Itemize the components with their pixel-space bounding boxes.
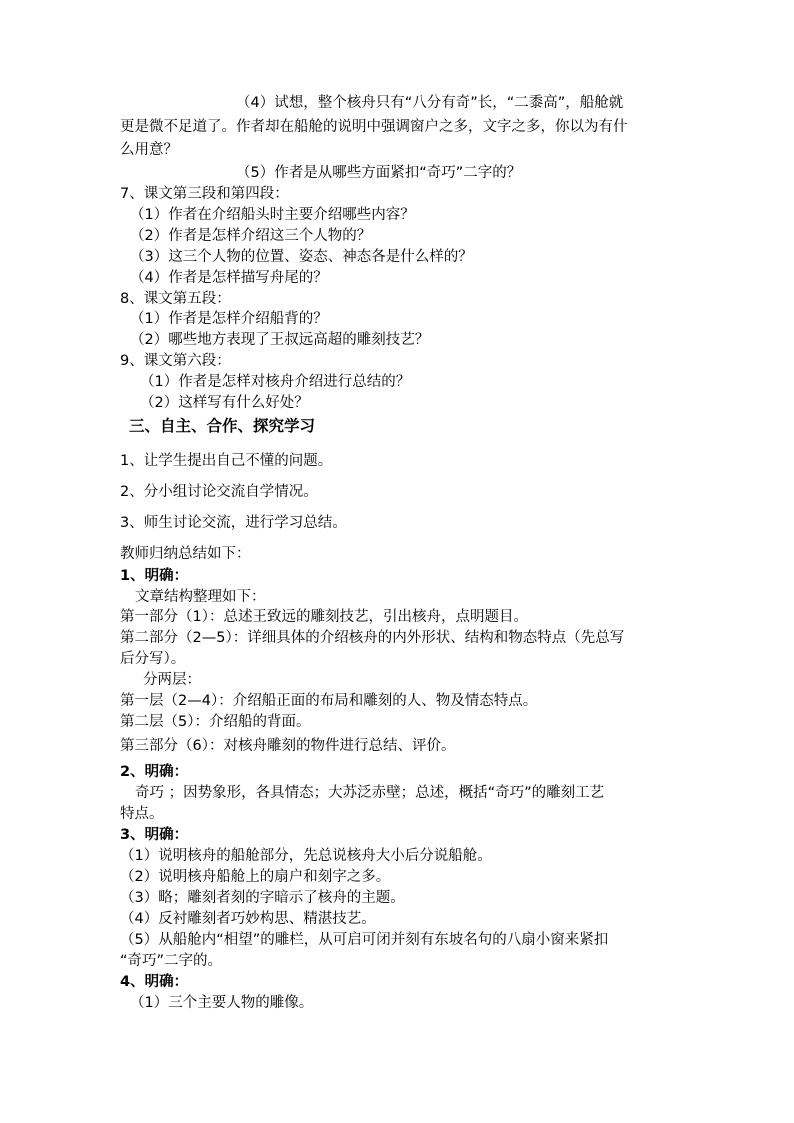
text-line: （4）反衬雕刻者巧妙构思、精湛技艺。 (120, 911, 376, 927)
text-line: 第二层（5）：介绍船的背面。 (120, 714, 311, 730)
text-line: 第一部分（1）：总述王致远的雕刻技艺，引出核舟，点明题目。 (120, 609, 528, 625)
text-line: （5）从船舱内“相望”的雕栏，从可启可闭并刻有东坡名句的八扇小窗来紧扣 (120, 932, 609, 948)
text-line: （3）这三个人物的位置、姿态、神态各是什么样的？ (130, 249, 473, 265)
text-line: “奇巧”二字的。 (120, 953, 223, 969)
text-line: 9、课文第六段： (120, 353, 231, 369)
text-line: （2）哪些地方表现了王叔远高超的雕刻技艺？ (130, 332, 430, 348)
text-line: （4）试想，整个核舟只有“八分有奇”长，“二黍高”，船舱就 (236, 95, 624, 111)
text-line: 么用意？ (120, 142, 178, 158)
text-line: （2）作者是怎样介绍这三个人物的？ (130, 228, 372, 244)
text-line: 文章结构整理如下： (135, 589, 266, 605)
text-line: 第三部分（6）：对核舟雕刻的物件进行总结、评价。 (120, 738, 456, 754)
text-line: （1）作者是怎样介绍船背的？ (130, 311, 328, 327)
answer-heading: 4、明确： (120, 974, 189, 990)
text-line: （2）说明核舟船舱上的扇户和刻字之多。 (120, 869, 391, 885)
text-line: 后分写）。 (120, 651, 186, 667)
text-line: 更是微不足道了。作者却在船舱的说明中强调窗户之多，文字之多，你以为有什 (120, 119, 628, 135)
text-line: （1）作者是怎样对核舟介绍进行总结的？ (140, 374, 411, 390)
text-line: 奇巧 ；因势象形，各具情态；大苏泛赤壁；总述，概括“奇巧”的雕刻工艺 (135, 785, 605, 801)
text-line: 7、课文第三段和第四段： (120, 186, 289, 202)
text-line: 1、让学生提出自己不懂的问题。 (120, 453, 333, 469)
text-line: 第二部分（2—5）：详细具体的介绍核舟的内外形状、结构和物态特点（先总写 (120, 630, 625, 646)
text-line: （1）作者在介绍船头时主要介绍哪些内容？ (130, 207, 415, 223)
text-line: （1）三个主要人物的雕像。 (130, 995, 314, 1011)
text-line: 3、师生讨论交流，进行学习总结。 (120, 515, 347, 531)
answer-heading: 3、明确： (120, 827, 189, 843)
text-line: 教师归纳总结如下： (120, 546, 251, 562)
answer-heading: 2、明确： (120, 764, 189, 780)
text-line: （4）作者是怎样描写舟尾的？ (130, 270, 328, 286)
text-line: （5）作者是从哪些方面紧扣“奇巧”二字的？ (236, 165, 522, 181)
section-heading: 三、自主、合作、探究学习 (129, 417, 316, 435)
text-line: （2）这样写有什么好处？ (140, 395, 309, 411)
text-line: 2、分小组讨论交流自学情况。 (120, 484, 318, 500)
text-line: 特点。 (120, 806, 164, 822)
answer-heading: 1、明确： (120, 568, 189, 584)
text-line: 8、课文第五段： (120, 291, 231, 307)
text-line: 第一层（2—4）：介绍船正面的布局和雕刻的人、物及情态特点。 (120, 693, 538, 709)
text-line: 分两层： (143, 672, 201, 688)
text-line: （3）略；雕刻者刻的字暗示了核舟的主题。 (120, 890, 405, 906)
text-line: （1）说明核舟的船舱部分，先总说核舟大小后分说船舱。 (120, 848, 492, 864)
